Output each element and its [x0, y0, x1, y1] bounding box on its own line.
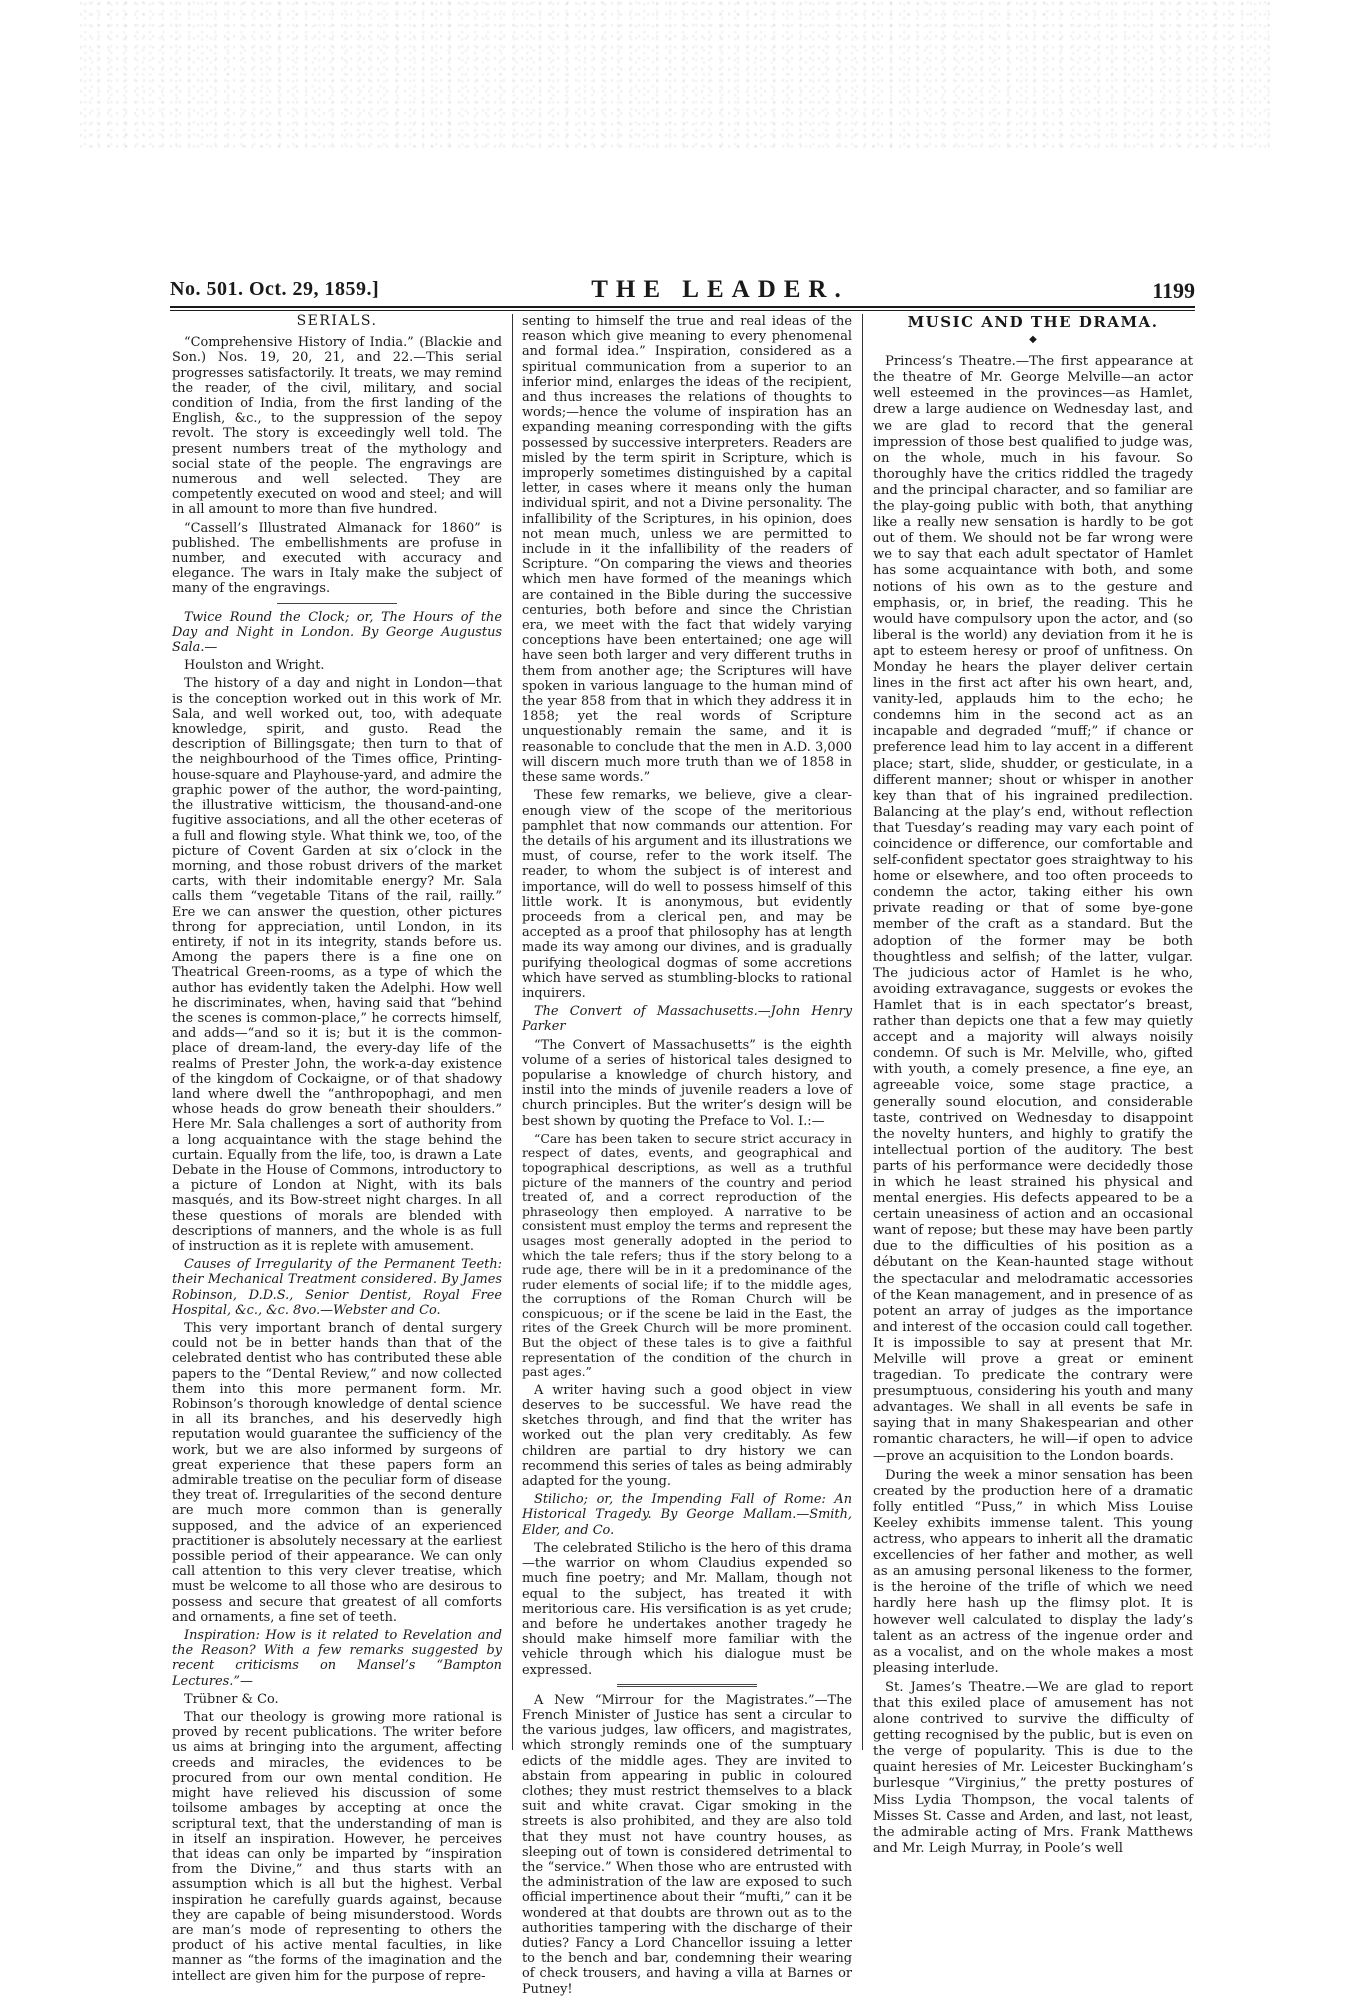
article-paragraph: During the week a minor sensation has been created by the production here of a dramatic folly entitled “Puss,” in which Miss Louise Keeley exhibits immense talent. This young actress, who appears to inherit all the dramatic excellencies of her father and mother, as well as an amusing personal likeness to the former, is the heroine of the trifle of which we need hardly here hash up the flimsy plot. It is however well calculated to display the lady’s talent as an actress of the ingenue order and as a vocalist, and on the whole makes a most pleasing interlude. — [873, 1467, 1193, 1676]
page-number: 1199 — [1152, 278, 1195, 303]
book-title: Twice Round the Clock; or, The Hours of the Day and Night in London. By George Augustus Sala.— — [172, 609, 502, 656]
column-divider-1 — [512, 314, 513, 1750]
book-title: Inspiration: How is it related to Revelation and the Reason? With a few remarks suggested by recent criticisms on Mansel’s “Bampton Lectures.”— — [172, 1628, 502, 1689]
book-title: The Convert of Massachusetts.—John Henry Parker — [522, 1004, 852, 1035]
separator-rule — [277, 603, 397, 604]
column-music-drama — [873, 313, 1193, 1856]
section-heading-music-drama: MUSIC AND THE DRAMA. — [907, 313, 1159, 331]
column-reviews-continued — [522, 314, 852, 1997]
column-divider-2 — [862, 314, 863, 1750]
masthead — [170, 278, 1195, 308]
paper-speckle — [80, 0, 1270, 150]
article-paragraph: A writer having such a good object in view deserves to be successful. We have read the sketches through, and find that the writer has worked out the plan very creditably. As few children are partial to dry history we can recommend this series of tales as being admirably adapted for the young. — [522, 1382, 852, 1490]
separator-rule — [617, 1684, 757, 1687]
article-paragraph: The celebrated Stilicho is the hero of this drama—the warrior on whom Claudius expended so much fine poetry; and Mr. Mallam, though not equal to the subject, has treated it with meritorious care. His versification is as yet crude; and before he undertakes another tragedy he should make himself more familiar with the vehicle through which his dialogue must be expressed. — [522, 1540, 852, 1678]
article-paragraph: senting to himself the true and real ideas of the reason which give meaning to every phenomenal and formal idea.” Inspiration, considered as a spiritual communication from a superior to an inferior mind, enlarges the ideas of the recipient, and thus increases the relations of thoughts to words;—hence the volume of inspiration has an expanding meaning corresponding with the gifts possessed by successive interpreters. Readers are misled by the term spirit in Scripture, which is improperly sometimes distinguished by a capital letter, in cases where it means only the human individual spirit, and not a Divine personality. The infallibility of the Scriptures, in his opinion, does not mean much, unless we are permitted to include in it the infallibility of the readers of Scripture. “On comparing the views and theories which men have formed of the meanings which are contained in the Bible during the successive centuries, both before and since the Christian era, we meet with the fact that widely varying conceptions have been entertained; one age will have seen both larger and very different truths in them from another age; the Scriptures will have spoken in various language to the human mind of the year 858 from that in which they address it in 1858; yet the real words of Scripture unquestionably remain the same, and it is reasonable to conclude that the men in A.D. 3,000 will discern much more truth than we of 1858 in these same words.” — [522, 314, 852, 786]
article-paragraph: Princess’s Theatre.—The first appearance at the theatre of Mr. George Melville—an actor well esteemed in the provinces—as Hamlet, drew a large audience on Wednesday last, and we are glad to record that the general impression of those best qualified to judge was, on the whole, much in his favour. So thoroughly have the critics riddled the tragedy and the principal character, and so familiar are the play-going public with both, that anything like a really new sensation is hardly to be got out of them. We should not be far wrong were we to say that each adult spectator of Hamlet has some acquaintance with both, and some notions of his own as to the gesture and emphasis, or, in brief, the reading. This he would have compulsory upon the actor, and (so liberal is the world) any deviation from it he is apt to esteem heresy or proof of unfitness. On Monday he hears the player deliver certain lines in the first act after his own heart, and, vanity-led, applauds him to the echo; he condemns him in the second act as an incapable and degraded “muff;” if chance or preference lead him to lay accent in a different place; start, slide, shudder, or gesticulate, in a different manner; shout or whisper in another key than that of his ingrained predilection. Balancing at the play’s end, without reflection that Tuesday’s reading may vary each point of coincidence or difference, our comfortable and self-confident spectator goes straightway to his home or elsewhere, and too often proceeds to condemn the actor, taking either his own private reading or that of some bye-gone member of the craft as a standard. But the adoption of the former may be both thoughtless and selfish; of the latter, vulgar. The judicious actor of Hamlet is he who, avoiding extravagance, suggests or evokes the Hamlet that is in each spectator’s breast, rather than depicts one that a few may quietly accept and a majority will always noisily condemn. Of such is Mr. Melville, who, gifted with youth, a comely presence, a fine eye, an agreeable voice, some stage practice, a generally sound elocution, and considerable taste, contrived on Wednesday to disappoint the novelty hunters, and highly to gratify the intellectual portion of the auditory. The best parts of his performance were decidedly those in which he least strained his physical and mental energies. His defects appeared to be a certain uneasiness of action and an occasional want of repose; but these may have been partly due to the difficulties of his position as a débutant on the Kean-haunted stage without the spectacular and melodramatic accessories of the Kean management, and in presence of as potent an array of judges as the importance and interest of the occasion could call together. It is impossible to say at present that Mr. Melville will prove a great or eminent tragedian. To predicate the contrary were presumptuous, considering his youth and many advantages. We shall in all events be safe in saying that in many Shakespearian and other romantic characters, he will—if open to advice—prove an acquisition to the London boards. — [873, 354, 1193, 1464]
article-paragraph: “Cassell’s Illustrated Almanack for 1860” is published. The embellishments are profuse in number, and executed with accuracy and elegance. The wars in Italy make the subject of many of the engravings. — [172, 520, 502, 597]
article-paragraph: That our theology is growing more rational is proved by recent publications. The writer before us aims at bringing into the argument, affecting creeds and miracles, the evidences to be procured from our own mental condition. He might have relieved his discussion of some toilsome ambages by accepting at once the scriptural text, that the understanding of man is in itself an inspiration. However, he perceives that ideas can only be imparted by “inspiration from the Divine,” and thus starts with an assumption which is all but the highest. Verbal inspiration he carefully guards against, because they are capable of being misunderstood. Words are man’s mode of representing to others the product of his active mental faculties, in like manner as “the forms of the imagination and the intellect are given him for the purpose of repre- — [172, 1710, 502, 1984]
section-heading-serials: SERIALS. — [296, 313, 378, 329]
newspaper-title: THE LEADER. — [591, 276, 849, 303]
article-paragraph: St. James’s Theatre.—We are glad to report that this exiled place of amusement has not alone contrived to survive the difficulty of getting recognised by the public, but is even on the verge of popularity. This is due to the quaint heresies of Mr. Leicester Buckingham’s burlesque “Virginius,” the pretty postures of Miss Lydia Thompson, the vocal talents of Misses St. Casse and Arden, and last, not least, the admirable acting of Mrs. Frank Matthews and Mr. Leigh Murray, in Poole’s well — [873, 1679, 1193, 1856]
article-paragraph: This very important branch of dental surgery could not be in better hands than that of the celebrated dentist who has contributed these able papers to the “Dental Review,” and now collected them into this more permanent form. Mr. Robinson’s thorough knowledge of dental science in all its branches, and his deservedly high reputation would guarantee the sufficiency of the work, but we are also informed by surgeons of great experience that these papers form an admirable treatise on the peculiar form of disease they treat of. Irregularities of the second denture are much more common than is generally supposed, and the advice of an experienced practitioner is absolutely necessary at the earliest possible period of their appearance. We can only call attention to this very clever treatise, which must be welcome to all those who are desirous to possess and secure that greatest of all comforts and ornaments, a fine set of teeth. — [172, 1321, 502, 1625]
issue-date: No. 501. Oct. 29, 1859.] — [170, 278, 380, 300]
book-title: Stilicho; or, the Impending Fall of Rome: An Historical Tragedy. By George Mallam.—Smith, Elder, and Co. — [522, 1492, 852, 1538]
book-title: Causes of Irregularity of the Permanent Teeth: their Mechanical Treatment considered. By James Robinson, D.D.S., Senior Dentist, Royal Free Hospital, &c., &c. 8vo.—Webster and Co. — [172, 1257, 502, 1318]
masthead-rule-thin — [170, 310, 1195, 311]
book-publisher: Houlston and Wright. — [184, 658, 325, 674]
block-quote: “Care has been taken to secure strict accuracy in respect of dates, events, and geographical and topographical descriptions, as well as a truthful picture of the manners of the country and period treated of, and a correct reproduction of the phraseology then employed. A narrative to be consistent must employ the terms and represent the usages most generally adopted in the period to which the tale refers; thus if the story belong to a rude age, there will be in it a predominance of the ruder elements of social life; if to the middle ages, the corruptions of the Roman Church will be conspicuous; or if the scene be laid in the East, the rites of the Greek Church will be more prominent. But the object of these tales is to give a faithful representation of the condition of the church in past ages.” — [522, 1130, 852, 1380]
article-paragraph: “The Convert of Massachusetts” is the eighth volume of a series of historical tales designed to popularise a knowledge of church history, and instil into the minds of juvenile readers a love of church principles. But the writer’s design will be best shown by quoting the Preface to Vol. I.:— — [522, 1037, 852, 1129]
ornament-icon: ◆ — [1029, 334, 1037, 346]
book-publisher: Trübner & Co. — [184, 1691, 279, 1707]
article-paragraph: These few remarks, we believe, give a clear-enough view of the scope of the meritorious pamphlet that now commands our attention. For the details of his argument and its illustrations we must, of course, refer to the work itself. The reader, to whom the subject is of interest and importance, will do well to possess himself of this little work. It is anonymous, but evidently proceeds from a clerical pen, and may be accepted as a proof that philosophy has at length made its way among our divines, and is gradually purifying theological dogmas of some accretions which have served as stumbling-blocks to rational inquirers. — [522, 788, 852, 1001]
article-paragraph: “Comprehensive History of India.” (Blackie and Son.) Nos. 19, 20, 21, and 22.—This serial progresses satisfactorily. It treats, we may remind the reader, of the civil, military, and social condition of India, from the first landing of the English, &c., to the suppression of the sepoy revolt. The story is exceedingly well told. The present numbers treat of the mythology and social state of the people. The engravings are numerous and well selected. They are competently executed on wood and steel; and will in all amount to more than five hundred. — [172, 335, 502, 518]
article-paragraph: The history of a day and night in London—that is the conception worked out in this work of Mr. Sala, and well worked out, too, with adequate knowledge, spirit, and gusto. Read the description of Billingsgate; then turn to that of the neighbourhood of the Times office, Printing-house-square and Playhouse-yard, and admire the graphic power of the author, the word-painting, the illustrative witticism, the thousand-and-one fugitive associations, and all the other eceteras of a full and flowing style. What think we, too, of the picture of Covent Garden at six o’clock in the morning, and those robust drivers of the market carts, with their indomitable energy? Mr. Sala calls them “vegetable Titans of the rail, railly.” Ere we can answer the question, other pictures throng for appreciation, until London, in its entirety, if not in its integrity, stands before us. Among the papers there is a fine one on Theatrical Green-rooms, as a type of which the author has evidently taken the Adelphi. How well he discriminates, when, having said that “behind the scenes is common-place,” he corrects himself, and adds—“and so it is; but it is the common-place of dream-land, the every-day life of the realms of Prester John, the work-a-day existence of the kingdom of Cockaigne, or of that shadowy land where dwell the “anthropophagi, and men whose heads do grow beneath their shoulders.” Here Mr. Sala challenges a sort of authority from a long acquaintance with the stage behind the curtain. Equally from the life, too, is drawn a Late Debate in the House of Commons, introductory to a picture of London at Night, with its bals masqués, and its Bow-street night charges. In all these questions of morals are blended with descriptions of manners, and the whole is as full of instruction as it is replete with amusement. — [172, 676, 502, 1254]
masthead-rule — [170, 306, 1195, 308]
article-paragraph: A New “Mirrour for the Magistrates.”—The French Minister of Justice has sent a circular to the various judges, law officers, and magistrates, which strongly reminds one of the sumptuary edicts of the middle ages. They are invited to abstain from appearing in public in coloured clothes; they must restrict themselves to a black suit and white cravat. Cigar smoking in the streets is also prohibited, and they are also told that they must not have country houses, as sleeping out of town is considered detrimental to the “service.” When those who are entrusted with the administration of the law are exposed to such official impertinence about their “mufti,” can it be wondered at that doubts are thrown out as to the authorities tampering with the discharge of their duties? Fancy a Lord Chancellor issuing a letter to the bench and bar, condemning their wearing of check trousers, and having a villa at Barnes or Putney! — [522, 1692, 852, 1997]
column-serials — [172, 313, 502, 1984]
